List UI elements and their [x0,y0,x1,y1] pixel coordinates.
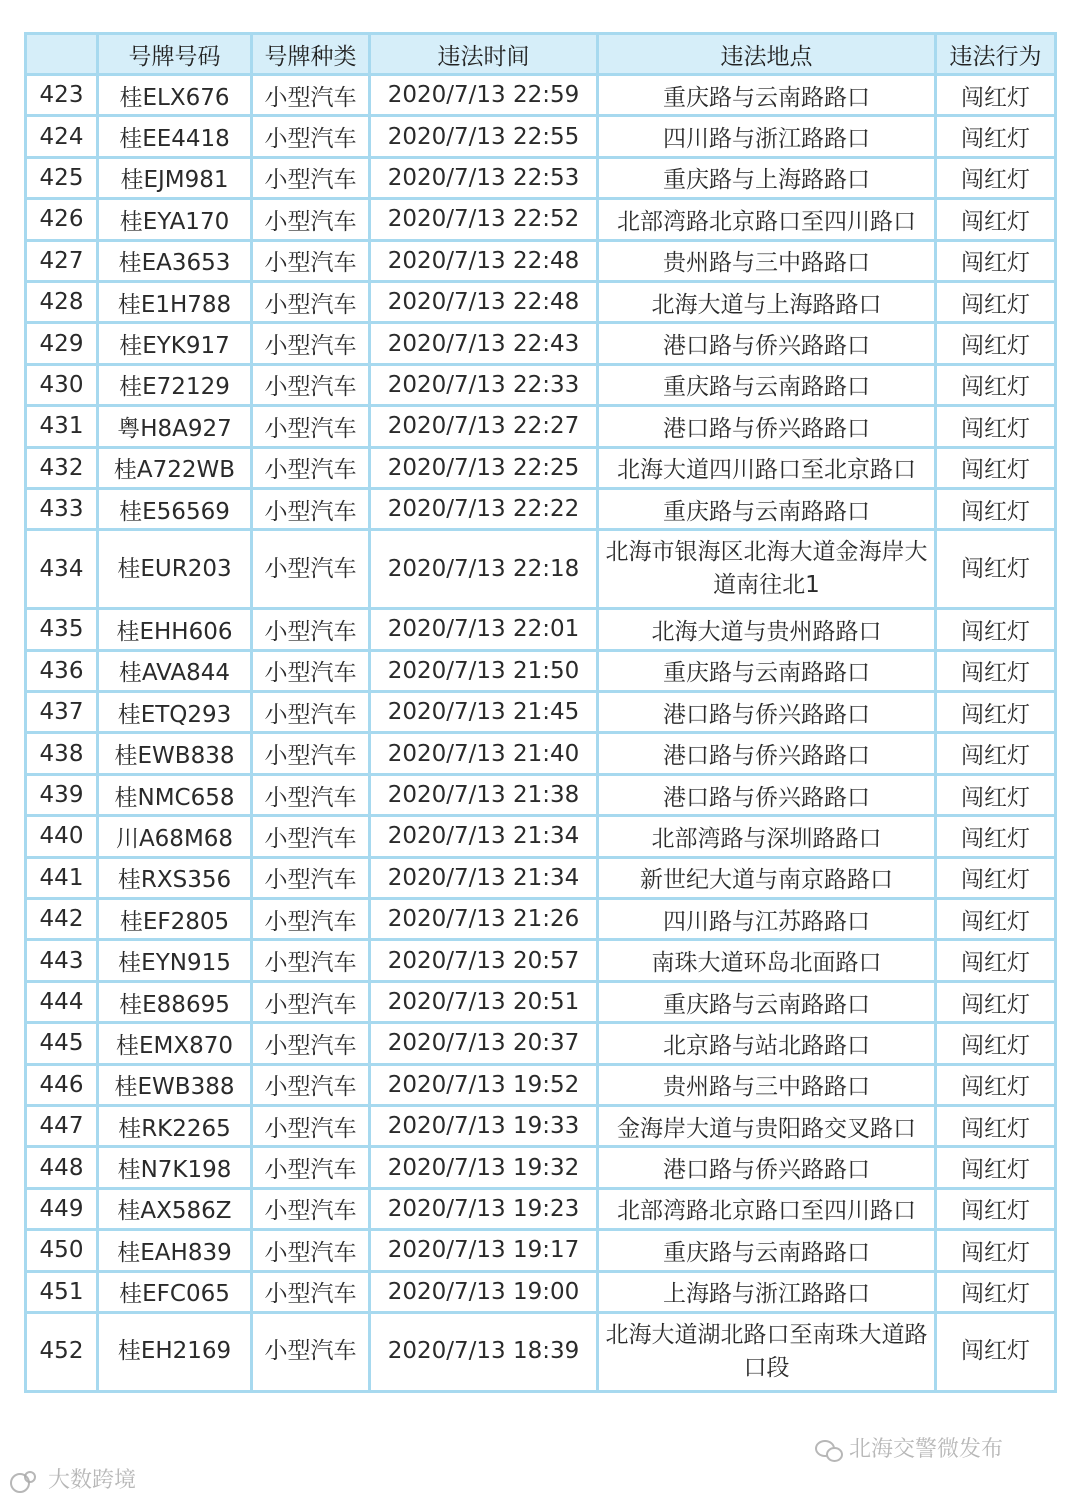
table-row [26,981,1056,1022]
violation-table [24,32,1057,1393]
table-row [26,1105,1056,1146]
watermark-right-text: 北海交警微发布 [849,1437,1004,1462]
violation-behavior: 闯红灯 [936,406,1056,447]
watermark-left [10,1463,136,1494]
plate-type: 小型汽车 [252,406,370,447]
row-index: 430 [26,364,98,405]
row-index: 445 [26,1023,98,1064]
violation-location: 贵州路与三中路路口 [598,240,936,281]
violation-location: 港口路与侨兴路路口 [598,406,936,447]
row-index: 451 [26,1271,98,1312]
plate-type: 小型汽车 [252,1312,370,1391]
table-row [26,940,1056,981]
table-row [26,733,1056,774]
plate-number: 桂ELX676 [98,75,252,116]
table-row [26,488,1056,529]
violation-location: 北部湾路与深圳路路口 [598,816,936,857]
violation-time: 2020/7/13 20:37 [370,1023,598,1064]
plate-type: 小型汽车 [252,650,370,691]
violation-time: 2020/7/13 21:38 [370,774,598,815]
violation-time: 2020/7/13 21:40 [370,733,598,774]
violation-location: 贵州路与三中路路口 [598,1064,936,1105]
violation-behavior: 闯红灯 [936,1064,1056,1105]
plate-number: 桂EWB388 [98,1064,252,1105]
plate-number: 川A68M68 [98,816,252,857]
violation-time: 2020/7/13 19:23 [370,1188,598,1229]
plate-type: 小型汽车 [252,530,370,609]
violation-location: 北海大道四川路口至北京路口 [598,447,936,488]
violation-time: 2020/7/13 22:48 [370,240,598,281]
violation-time: 2020/7/13 19:17 [370,1230,598,1271]
violation-location: 港口路与侨兴路路口 [598,733,936,774]
violation-location: 上海路与浙江路路口 [598,1271,936,1312]
plate-number: 桂EAH839 [98,1230,252,1271]
table-row [26,447,1056,488]
plate-number: 桂N7K198 [98,1147,252,1188]
row-index: 441 [26,857,98,898]
plate-type: 小型汽车 [252,240,370,281]
table-row [26,116,1056,157]
violation-behavior: 闯红灯 [936,733,1056,774]
plate-number: 桂E88695 [98,981,252,1022]
row-index: 443 [26,940,98,981]
plate-type: 小型汽车 [252,940,370,981]
violation-time: 2020/7/13 22:52 [370,199,598,240]
plate-type: 小型汽车 [252,1105,370,1146]
violation-behavior: 闯红灯 [936,1147,1056,1188]
violation-behavior: 闯红灯 [936,488,1056,529]
header-index [26,34,98,75]
plate-number: 桂EF2805 [98,899,252,940]
plate-type: 小型汽车 [252,1271,370,1312]
violation-time: 2020/7/13 22:43 [370,323,598,364]
violation-behavior: 闯红灯 [936,816,1056,857]
plate-type: 小型汽车 [252,364,370,405]
violation-time: 2020/7/13 22:59 [370,75,598,116]
plate-number: 桂E1H788 [98,281,252,322]
violation-time: 2020/7/13 22:25 [370,447,598,488]
violation-location: 重庆路与云南路路口 [598,364,936,405]
violation-table-container [24,32,1054,1393]
table-row [26,1312,1056,1391]
plate-number: 桂EH2169 [98,1312,252,1391]
plate-type: 小型汽车 [252,981,370,1022]
violation-time: 2020/7/13 22:01 [370,609,598,650]
violation-location: 金海岸大道与贵阳路交叉路口 [598,1105,936,1146]
plate-type: 小型汽车 [252,1188,370,1229]
plate-number: 桂EUR203 [98,530,252,609]
plate-number: 桂E72129 [98,364,252,405]
violation-behavior: 闯红灯 [936,116,1056,157]
violation-time: 2020/7/13 20:57 [370,940,598,981]
violation-location: 四川路与浙江路路口 [598,116,936,157]
table-row [26,1023,1056,1064]
table-row [26,281,1056,322]
plate-number: 桂A722WB [98,447,252,488]
plate-type: 小型汽车 [252,75,370,116]
violation-behavior: 闯红灯 [936,857,1056,898]
row-index: 427 [26,240,98,281]
table-row [26,1064,1056,1105]
watermark-right [815,1432,1003,1463]
table-row [26,816,1056,857]
violation-behavior: 闯红灯 [936,75,1056,116]
plate-number: 桂EYN915 [98,940,252,981]
row-index: 434 [26,530,98,609]
plate-type: 小型汽车 [252,323,370,364]
row-index: 428 [26,281,98,322]
row-index: 450 [26,1230,98,1271]
header-plate-number: 号牌号码 [98,34,252,75]
plate-number: 桂AVA844 [98,650,252,691]
violation-behavior: 闯红灯 [936,323,1056,364]
violation-location: 北海大道与上海路路口 [598,281,936,322]
plate-number: 桂EFC065 [98,1271,252,1312]
violation-behavior: 闯红灯 [936,774,1056,815]
violation-time: 2020/7/13 21:50 [370,650,598,691]
row-index: 435 [26,609,98,650]
plate-type: 小型汽车 [252,1230,370,1271]
table-row [26,157,1056,198]
plate-number: 桂RK2265 [98,1105,252,1146]
plate-number: 桂EYK917 [98,323,252,364]
watermark-left-text: 大数跨境 [48,1468,137,1493]
row-index: 452 [26,1312,98,1391]
table-row [26,75,1056,116]
row-index: 431 [26,406,98,447]
plate-number: 桂EMX870 [98,1023,252,1064]
violation-time: 2020/7/13 19:32 [370,1147,598,1188]
row-index: 432 [26,447,98,488]
row-index: 423 [26,75,98,116]
row-index: 442 [26,899,98,940]
violation-location: 重庆路与云南路路口 [598,650,936,691]
violation-time: 2020/7/13 22:18 [370,530,598,609]
violation-location: 重庆路与云南路路口 [598,1230,936,1271]
row-index: 439 [26,774,98,815]
violation-location: 重庆路与云南路路口 [598,488,936,529]
violation-behavior: 闯红灯 [936,1271,1056,1312]
plate-type: 小型汽车 [252,609,370,650]
table-header-row [26,34,1056,75]
header-plate-type: 号牌种类 [252,34,370,75]
violation-location: 港口路与侨兴路路口 [598,692,936,733]
violation-behavior: 闯红灯 [936,650,1056,691]
plate-number: 桂ETQ293 [98,692,252,733]
violation-time: 2020/7/13 18:39 [370,1312,598,1391]
table-row [26,1230,1056,1271]
violation-time: 2020/7/13 20:51 [370,981,598,1022]
violation-location: 北海市银海区北海大道金海岸大道南往北1 [598,530,936,609]
plate-number: 桂EYA170 [98,199,252,240]
row-index: 447 [26,1105,98,1146]
plate-type: 小型汽车 [252,116,370,157]
violation-time: 2020/7/13 21:34 [370,857,598,898]
plate-type: 小型汽车 [252,199,370,240]
brand-logo-icon [10,1471,44,1491]
row-index: 448 [26,1147,98,1188]
violation-location: 港口路与侨兴路路口 [598,1147,936,1188]
violation-time: 2020/7/13 19:33 [370,1105,598,1146]
violation-time: 2020/7/13 21:34 [370,816,598,857]
header-violation-location: 违法地点 [598,34,936,75]
row-index: 424 [26,116,98,157]
table-row [26,530,1056,609]
violation-behavior: 闯红灯 [936,609,1056,650]
violation-behavior: 闯红灯 [936,981,1056,1022]
table-row [26,406,1056,447]
violation-behavior: 闯红灯 [936,530,1056,609]
violation-location: 南珠大道环岛北面路口 [598,940,936,981]
plate-type: 小型汽车 [252,857,370,898]
table-row [26,1271,1056,1312]
plate-type: 小型汽车 [252,157,370,198]
table-row [26,609,1056,650]
violation-location: 北部湾路北京路口至四川路口 [598,1188,936,1229]
wechat-icon [815,1439,843,1461]
violation-time: 2020/7/13 22:55 [370,116,598,157]
table-row [26,199,1056,240]
violation-behavior: 闯红灯 [936,364,1056,405]
table-row [26,240,1056,281]
plate-number: 桂EE4418 [98,116,252,157]
violation-time: 2020/7/13 22:53 [370,157,598,198]
header-violation-time: 违法时间 [370,34,598,75]
plate-type: 小型汽车 [252,899,370,940]
plate-number: 桂EJM981 [98,157,252,198]
violation-location: 港口路与侨兴路路口 [598,774,936,815]
plate-type: 小型汽车 [252,1064,370,1105]
table-row [26,1188,1056,1229]
table-row [26,857,1056,898]
row-index: 440 [26,816,98,857]
violation-behavior: 闯红灯 [936,692,1056,733]
row-index: 437 [26,692,98,733]
plate-type: 小型汽车 [252,281,370,322]
violation-time: 2020/7/13 22:27 [370,406,598,447]
row-index: 446 [26,1064,98,1105]
plate-type: 小型汽车 [252,447,370,488]
violation-location: 四川路与江苏路路口 [598,899,936,940]
table-body [26,75,1056,1392]
plate-type: 小型汽车 [252,1147,370,1188]
plate-type: 小型汽车 [252,488,370,529]
row-index: 444 [26,981,98,1022]
row-index: 449 [26,1188,98,1229]
violation-time: 2020/7/13 19:00 [370,1271,598,1312]
violation-location: 北海大道与贵州路路口 [598,609,936,650]
row-index: 438 [26,733,98,774]
plate-number: 桂E56569 [98,488,252,529]
plate-number: 粤H8A927 [98,406,252,447]
plate-type: 小型汽车 [252,733,370,774]
violation-behavior: 闯红灯 [936,240,1056,281]
row-index: 429 [26,323,98,364]
violation-time: 2020/7/13 19:52 [370,1064,598,1105]
plate-number: 桂RXS356 [98,857,252,898]
plate-number: 桂EHH606 [98,609,252,650]
violation-time: 2020/7/13 21:45 [370,692,598,733]
violation-location: 重庆路与云南路路口 [598,75,936,116]
violation-location: 港口路与侨兴路路口 [598,323,936,364]
table-row [26,1147,1056,1188]
violation-behavior: 闯红灯 [936,447,1056,488]
row-index: 426 [26,199,98,240]
violation-behavior: 闯红灯 [936,1105,1056,1146]
table-row [26,692,1056,733]
violation-behavior: 闯红灯 [936,281,1056,322]
violation-location: 北部湾路北京路口至四川路口 [598,199,936,240]
violation-behavior: 闯红灯 [936,1312,1056,1391]
violation-time: 2020/7/13 22:22 [370,488,598,529]
row-index: 433 [26,488,98,529]
plate-type: 小型汽车 [252,816,370,857]
violation-behavior: 闯红灯 [936,899,1056,940]
violation-location: 北京路与站北路路口 [598,1023,936,1064]
table-row [26,774,1056,815]
violation-behavior: 闯红灯 [936,1188,1056,1229]
violation-location: 重庆路与上海路路口 [598,157,936,198]
violation-location: 新世纪大道与南京路路口 [598,857,936,898]
plate-type: 小型汽车 [252,692,370,733]
violation-location: 北海大道湖北路口至南珠大道路口段 [598,1312,936,1391]
row-index: 436 [26,650,98,691]
plate-number: 桂NMC658 [98,774,252,815]
plate-number: 桂EA3653 [98,240,252,281]
table-row [26,650,1056,691]
plate-number: 桂EWB838 [98,733,252,774]
violation-behavior: 闯红灯 [936,157,1056,198]
violation-location: 重庆路与云南路路口 [598,981,936,1022]
violation-time: 2020/7/13 21:26 [370,899,598,940]
plate-type: 小型汽车 [252,1023,370,1064]
violation-time: 2020/7/13 22:48 [370,281,598,322]
violation-behavior: 闯红灯 [936,199,1056,240]
table-row [26,899,1056,940]
plate-type: 小型汽车 [252,774,370,815]
violation-time: 2020/7/13 22:33 [370,364,598,405]
violation-behavior: 闯红灯 [936,1230,1056,1271]
table-row [26,364,1056,405]
violation-behavior: 闯红灯 [936,1023,1056,1064]
violation-behavior: 闯红灯 [936,940,1056,981]
plate-number: 桂AX586Z [98,1188,252,1229]
table-row [26,323,1056,364]
row-index: 425 [26,157,98,198]
header-violation-behavior: 违法行为 [936,34,1056,75]
